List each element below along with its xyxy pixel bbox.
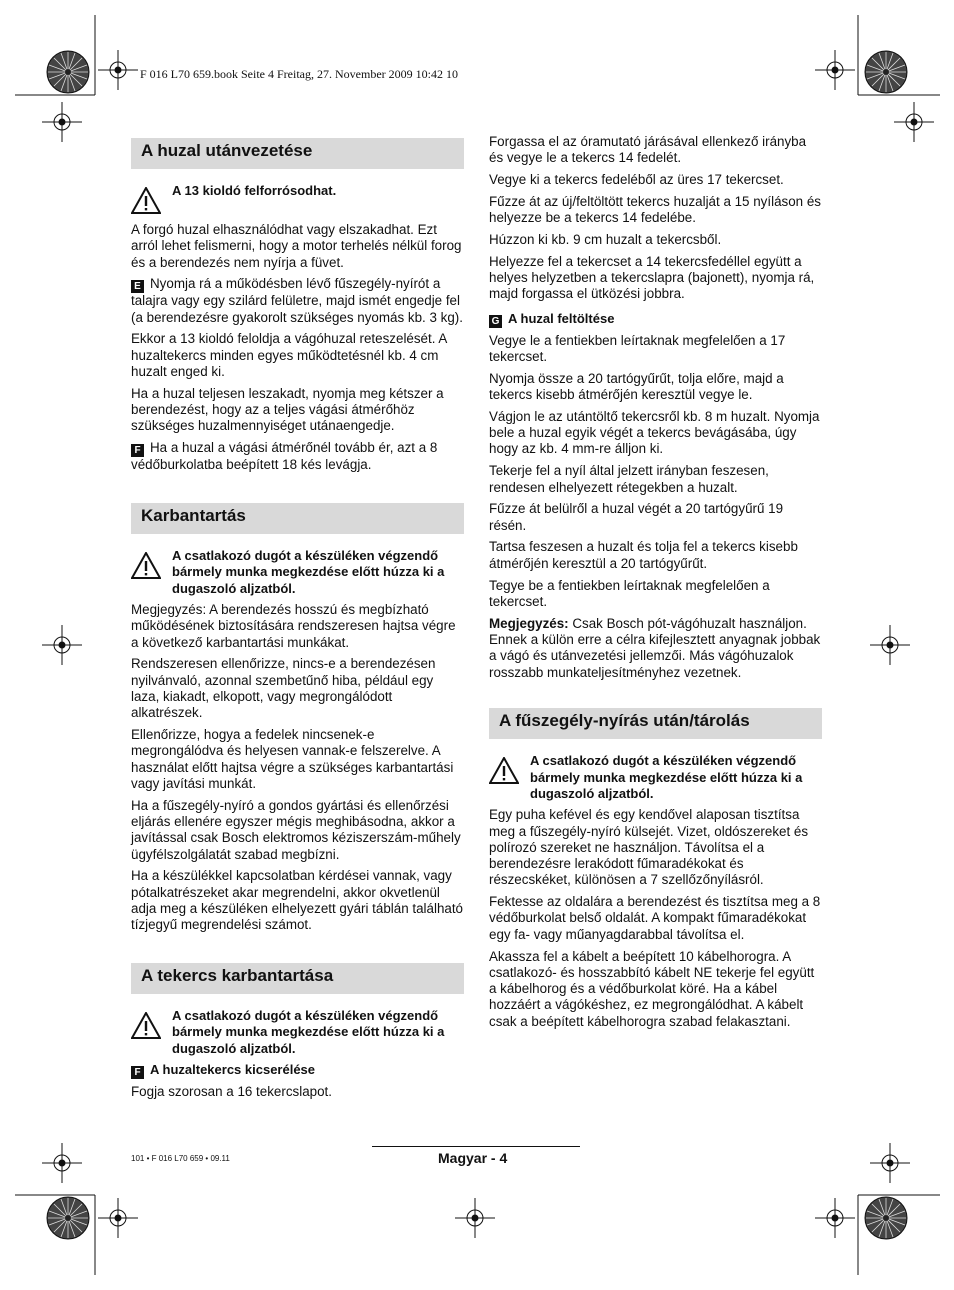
warning-text: A 13 kioldó felforrósodhat. [172, 183, 337, 198]
warning-text: A csatlakozó dugót a készüléken végzendő bármely munka megkezdése előtt húzza ki a dugaszoló aljzatból. [172, 1008, 445, 1056]
warning [131, 1008, 464, 1057]
paragraph: Húzzon ki kb. 9 cm huzalt a tekercsből. [489, 231, 722, 247]
paragraph-text: Nyomja rá a működésben lévő fűszegély-nyírót a talajra vagy egy szilárd felületre, majd ismét engedje fel (a berendezésre gyakorolt szükséges nyomás kb. 3 kg). [131, 276, 463, 325]
paragraph: Ellenőrizze, hogya a fedelek nincsenek-e megrongálódva és helyesen vannak-e felszerelve. A használat előtt hajtsa végre a szükséges karbantartási vagy javítási munkát. [131, 727, 454, 791]
book-header: F 016 L70 659.book Seite 4 Freitag, 27. November 2009 10:42 10 [140, 67, 458, 81]
note-paragraph [489, 616, 822, 681]
warning-text: A csatlakozó dugót a készüléken végzendő bármely munka megkezdése előtt húzza ki a dugaszoló aljzatból. [172, 548, 445, 596]
figure-ref-box: E [131, 280, 144, 293]
paragraph: Vágjon le az utántöltő tekercsről kb. 8 m huzalt. Nyomja bele a huzal egyik végét a tekercs bevágásába, úgy hogy az kb. 4 mm-re álljon ki. [489, 408, 820, 457]
left-column [131, 138, 464, 1106]
paragraph [131, 440, 464, 473]
paragraph: Vegye le a fentiekben leírtaknak megfelelően a 17 tekercset. [489, 332, 786, 364]
figure-ref-box: F [131, 1066, 144, 1079]
warning-icon [131, 187, 161, 214]
paragraph: Tegye be a fentiekben leírtaknak megfelelően a tekercset. [489, 577, 770, 609]
paragraph: Fűzze át az új/feltöltött tekercs huzalját a 15 nyíláson és helyezze be a tekercs 14 fedelébe. [489, 193, 821, 226]
warning-text: A csatlakozó dugót a készüléken végzendő bármely munka megkezdése előtt húzza ki a dugaszoló aljzatból. [530, 753, 803, 801]
subheading [131, 1062, 464, 1079]
warning [131, 548, 464, 597]
note-label: Megjegyzés: [489, 615, 569, 631]
paragraph: Nyomja össze a 20 tartógyűrűt, tolja előre, majd a tekercs kisebb átmérőjén keresztül vegye le. [489, 370, 784, 403]
paragraph: Ha a fűszegély-nyíró a gondos gyártási és ellenőrzési eljárás ellenére egyszer mégis meghibásodna, akkor a javítással csak Bosch elektromos kéziszerszám-műhely ügyfélszolgálatát szabad megbízni. [131, 797, 461, 862]
footer-rule [372, 1146, 580, 1147]
paragraph: Tekerje fel a nyíl által jelzett irányban feszesen, rendesen elhelyezett rétegekben a huzalt. [489, 463, 769, 495]
warning-icon [131, 552, 161, 579]
subheading [489, 311, 822, 328]
paragraph: Akassza fel a kábelt a beépített 10 kábelhorogra. A csatlakozó- és hosszabbító kábelt NE tekerje fel együtt a kábelhorog és a védőburkolat köré. Ha a kábel hozzáért a vágókéshez, ez megrongálódhat. A kábelt csak a beépített kábelhorogra szabad felakasztani. [489, 948, 815, 1029]
paragraph: Egy puha kefével és egy kendővel alaposan tisztítsa meg a fűszegély-nyíró külsejét. Vizet, oldószereket és polírozó szereket ne használjon. Távolítsa el a berendezésre lerakódott fűmaradékokat és részecskéket, különösen a 7 szellőzőnyílásról. [489, 807, 809, 888]
paragraph: Megjegyzés: A berendezés hosszú és megbízható működésének biztosítására rendszeresen hajtsa végre a következő karbantartási munkákat. [131, 601, 456, 650]
note-text: Csak Bosch pót-vágóhuzalt használjon. Ennek a külön erre a célra kifejlesztett anyagnak jobbak a vágó és utánvezetési jellemzői. Más vágóhuzalok rosszabb munkateljesítményhez vezetnek. [489, 615, 821, 680]
page-number: Magyar - 4 [438, 1150, 508, 1166]
footer-code: 101 • F 016 L70 659 • 09.11 [131, 1154, 230, 1163]
section-title: A huzal utánvezetése [131, 138, 464, 169]
paragraph: Ha a készülékkel kapcsolatban kérdései vannak, vagy pótalkatrészeket akar megrendelni, akkor okvetlenül adja meg a készüléken elhelyezett gyári táblán található tízjegyű megrendelési számot. [131, 868, 464, 933]
paragraph: Rendszeresen ellenőrizze, nincs-e a berendezésen nyilvánvaló, azonnal szembetűnő hiba, például egy laza, kiakadt, elkopott, vagy megrongálódott alkatrészek. [131, 656, 436, 721]
warning-icon [131, 1012, 161, 1039]
paragraph-text: Ha a huzal a vágási átmérőnél tovább ér, azt a 8 védőburkolatba beépített 18 kés levágja. [131, 440, 438, 473]
figure-ref-box: F [131, 444, 144, 457]
warning [131, 183, 464, 217]
subheading-text: A huzaltekercs kicserélése [150, 1061, 316, 1077]
paragraph: Fogja szorosan a 16 tekercslapot. [131, 1083, 332, 1099]
subheading-text: A huzal feltöltése [508, 310, 615, 326]
paragraph: Forgassa el az óramutató járásával ellenkező irányba és vegye le a tekercs 14 fedelét. [489, 134, 807, 166]
paragraph: Fektesse az oldalára a berendezést és tisztítsa meg a 8 védőburkolat belső oldalát. A kompakt fűmaradékokat egy fa- vagy műanyagdarabbal távolítsa el. [489, 894, 821, 942]
paragraph [131, 276, 464, 326]
section-title: A tekercs karbantartása [131, 963, 464, 994]
paragraph: Fűzze át belülről a huzal végét a 20 tartógyűrű 19 résén. [489, 501, 784, 533]
paragraph: Helyezze fel a tekercset a 14 tekercsfedéllel együtt a helyes helyzetben a tekercslapra (bajonett), nyomja rá, majd forgassa el ütközési jobbra. [489, 253, 815, 302]
section-title: A fűszegély-nyírás után/tárolás [489, 708, 822, 739]
warning-icon [489, 757, 519, 784]
right-column [489, 134, 822, 1036]
paragraph: Vegye ki a tekercs fedeléből az üres 17 tekercset. [489, 172, 784, 188]
warning [489, 753, 822, 802]
paragraph: Ha a huzal teljesen leszakadt, nyomja meg kétszer a berendezést, hogy az a teljes vágási átmérőhöz szükséges huzalmennyiséget utánaengedje. [131, 385, 444, 434]
section-title: Karbantartás [131, 503, 464, 534]
paragraph: Ekkor a 13 kioldó feloldja a vágóhuzal reteszelését. A huzaltekercs minden egyes működtetésnél kb. 4 cm huzalt enged ki. [131, 331, 447, 380]
figure-ref-box: G [489, 315, 502, 328]
paragraph: Tartsa feszesen a huzalt és tolja fel a tekercs kisebb átmérőjén keresztül a 20 tartógyűrűt. [489, 539, 798, 571]
paragraph: A forgó huzal elhasználódhat vagy elszakadhat. Ezt arról lehet felismerni, hogy a motor terhelés nélkül forog és a berendezés nem nyírja a füvet. [131, 222, 462, 270]
